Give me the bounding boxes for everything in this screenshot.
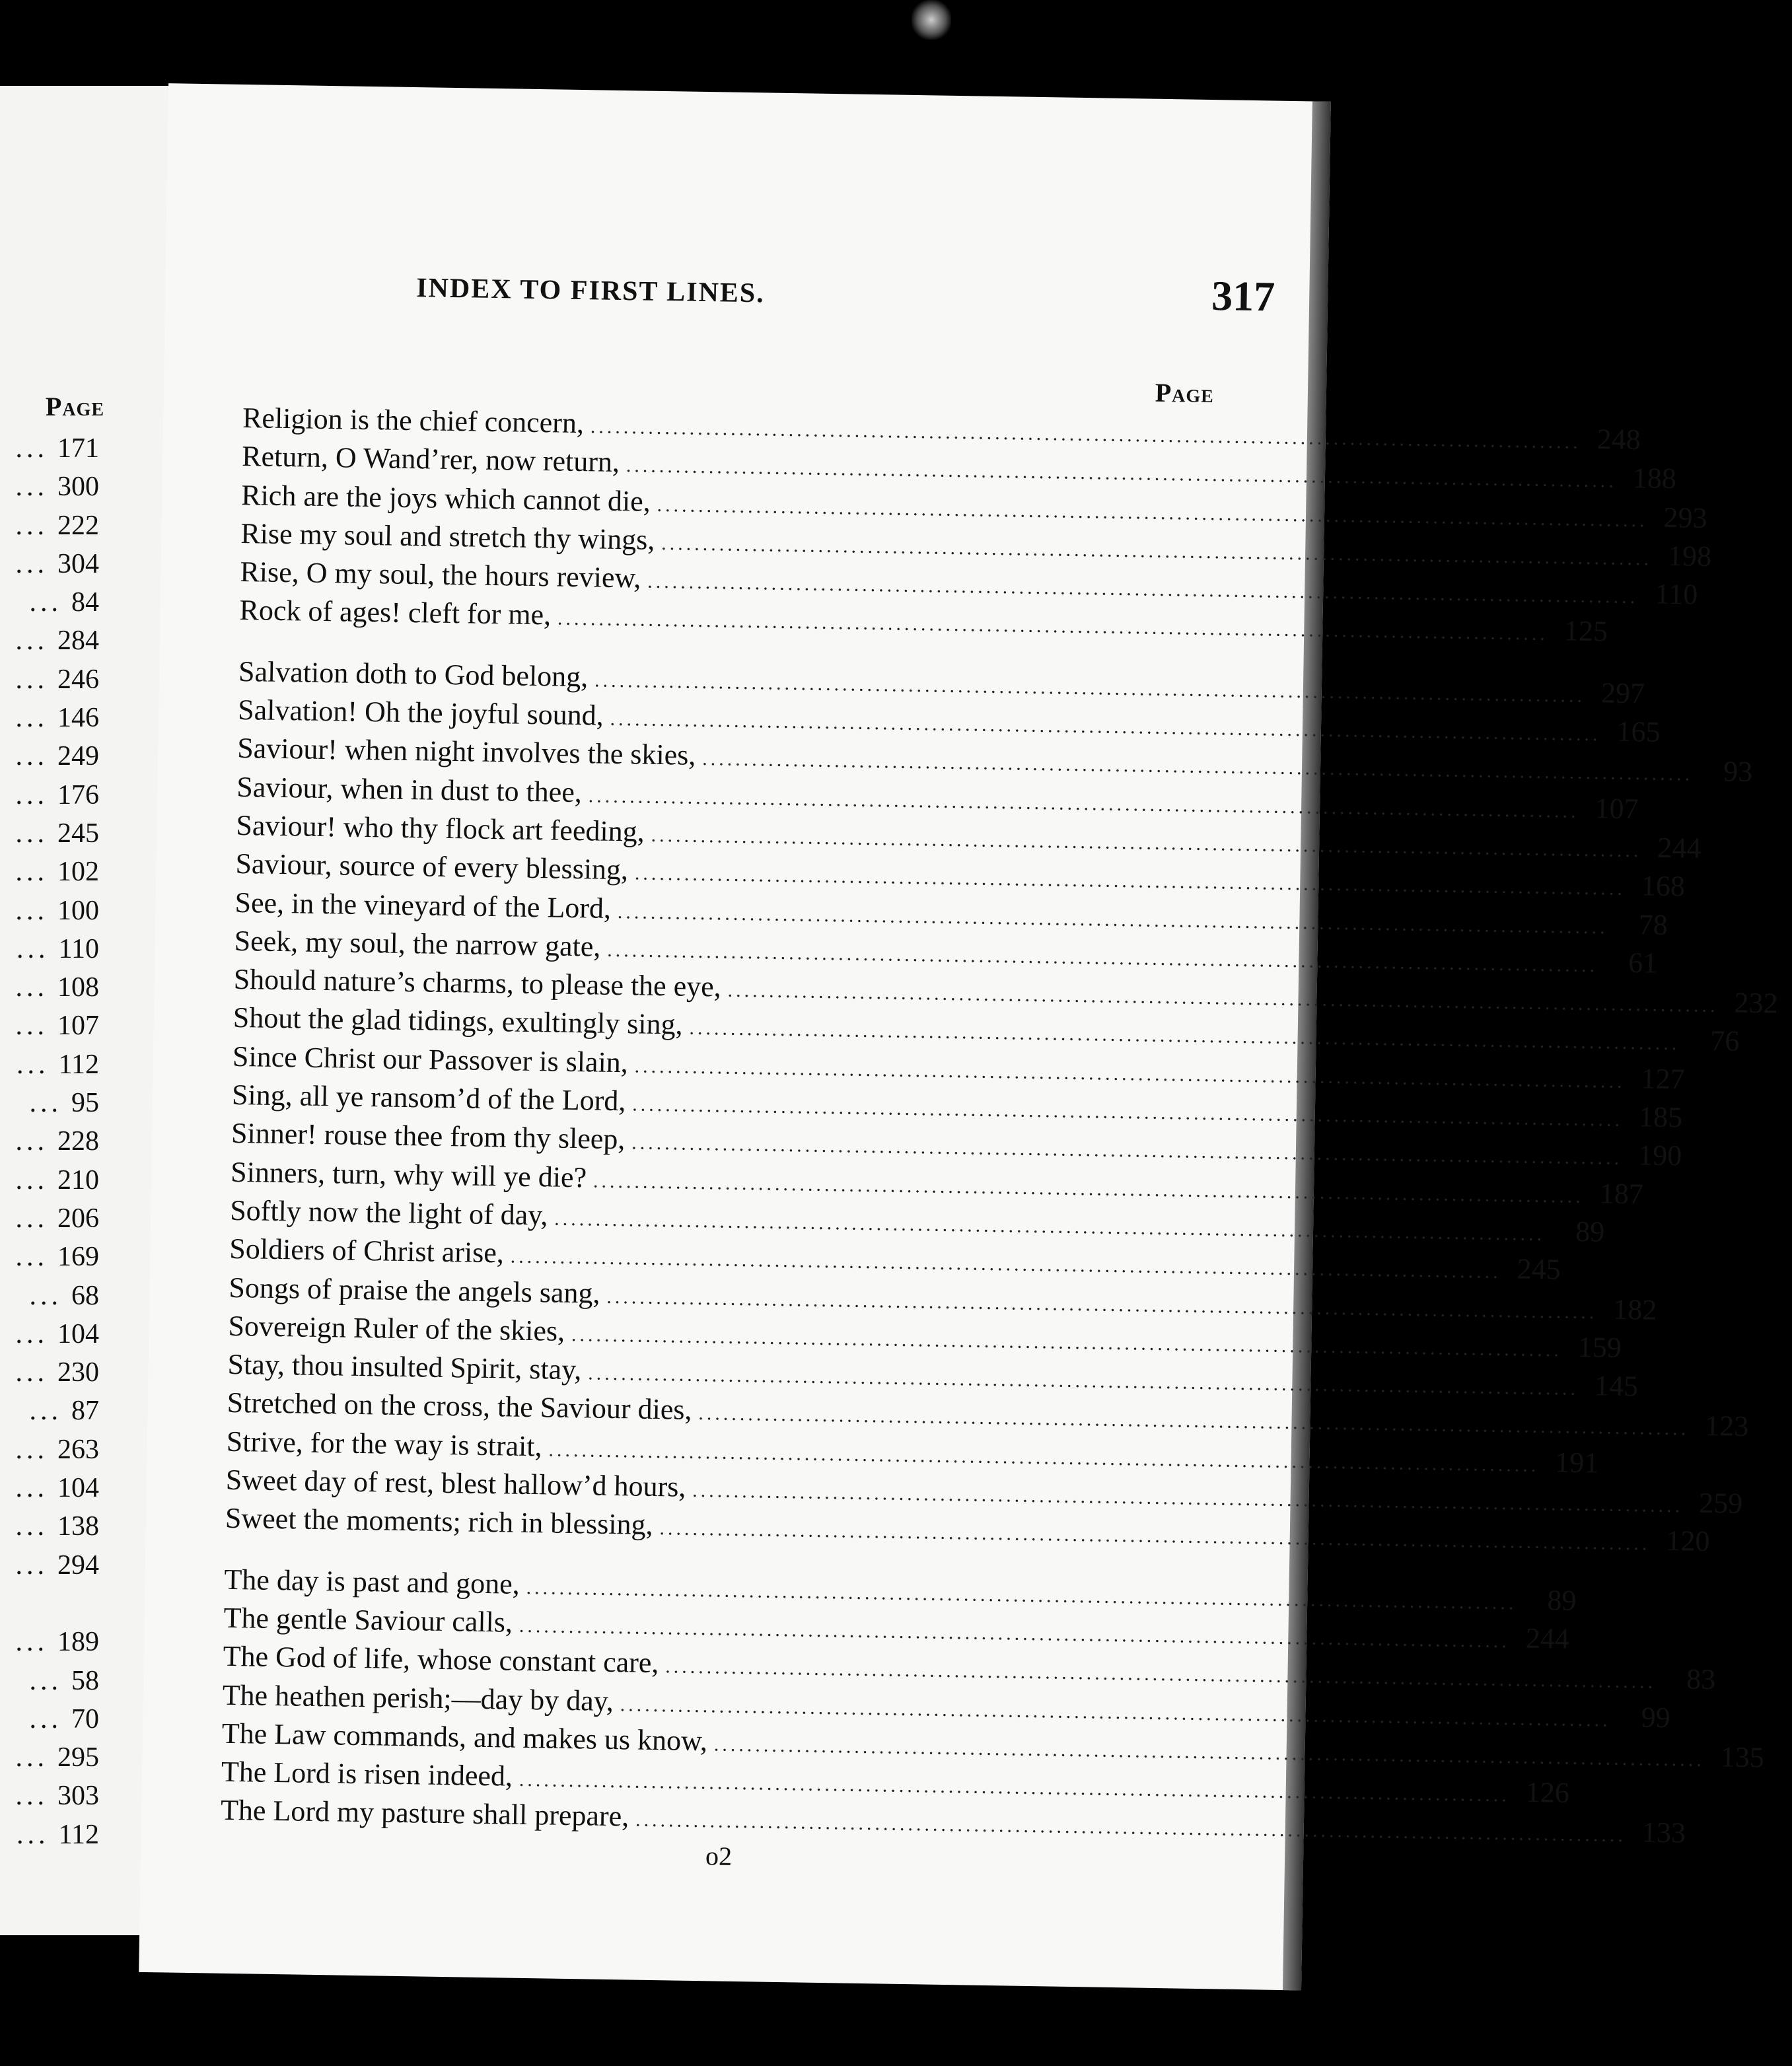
dot-leader: ........................................................................................................................ <box>590 415 1581 453</box>
dot-leader: ........................................................................................................................ <box>713 1733 1705 1771</box>
signature-mark: o2 <box>705 1840 733 1871</box>
running-head: INDEX TO FIRST LINES. <box>415 273 766 309</box>
left-page-number <box>0 545 99 583</box>
entry-page-number: 145 <box>1594 1369 1639 1403</box>
dot-leader: ... <box>17 1819 50 1850</box>
left-page-number <box>0 429 99 468</box>
left-page-number-value: 104 <box>57 1473 99 1504</box>
entry-page-number: 182 <box>1612 1293 1657 1326</box>
left-page-number-value: 95 <box>71 1088 99 1119</box>
dot-leader: ... <box>29 1703 62 1734</box>
first-line-text: Shout the glad tidings, exultingly sing, <box>233 1001 683 1042</box>
dot-leader: ... <box>15 548 48 579</box>
entry-page-number: 125 <box>1563 614 1608 648</box>
first-line-text: The gentle Saviour calls, <box>223 1601 513 1639</box>
left-page-number-value: 303 <box>57 1781 99 1812</box>
left-page-number <box>0 660 99 699</box>
entry-page-number: 187 <box>1599 1177 1644 1211</box>
dot-leader: ........................................................................................................................ <box>606 1285 1598 1323</box>
first-line-text: Sweet day of rest, blest hallow’d hours, <box>225 1463 686 1503</box>
left-page-number <box>0 1084 99 1122</box>
first-line-text: Stretched on the cross, the Saviour dies, <box>227 1386 692 1427</box>
left-page-number <box>0 814 99 853</box>
entry-page-number: 248 <box>1596 423 1641 456</box>
dot-leader: ... <box>15 1511 48 1542</box>
first-line-text: The God of life, whose constant care, <box>223 1639 659 1680</box>
first-line-text: Salvation doth to God belong, <box>238 655 589 694</box>
left-page-number-value: 245 <box>57 818 99 849</box>
dot-leader: ........................................................................................................................ <box>617 900 1608 939</box>
entry-page-number: 93 <box>1723 755 1753 789</box>
dot-leader: ........................................................................................................................ <box>634 1055 1626 1092</box>
left-page-number <box>0 1662 99 1700</box>
left-page-number-value: 222 <box>57 510 99 541</box>
left-page-number-value: 300 <box>57 472 99 503</box>
left-page-number <box>0 583 99 622</box>
left-page-number <box>0 468 99 506</box>
entry-page-number: 61 <box>1628 946 1658 980</box>
dot-leader: ........................................................................................................................ <box>592 1170 1585 1207</box>
first-line-text: Rise my soul and stretch thy wings, <box>240 516 655 556</box>
left-page-number-value: 100 <box>57 895 99 926</box>
left-page-number-value: 228 <box>57 1126 99 1157</box>
left-page-number <box>0 1046 99 1084</box>
dot-leader: ........................................................................................................................ <box>519 1614 1510 1653</box>
dot-leader: ........................................................................................................................ <box>702 748 1694 785</box>
dot-leader: ... <box>29 587 62 618</box>
entry-page-number: 89 <box>1575 1215 1605 1248</box>
entry-page-number: 127 <box>1641 1062 1685 1096</box>
dot-leader: ........................................................................................................................ <box>657 493 1648 532</box>
entry-page-number: 110 <box>1655 577 1698 611</box>
left-page-numbers <box>0 429 99 1854</box>
left-page-number-value: 102 <box>57 857 99 888</box>
dot-leader: ... <box>15 1357 48 1388</box>
light-flare <box>912 0 951 40</box>
dot-leader: ........................................................................................................................ <box>594 669 1586 707</box>
left-page-number-value: 112 <box>58 1819 99 1850</box>
left-page-number <box>0 1700 99 1738</box>
left-page-number-value: 304 <box>57 548 99 579</box>
first-line-text: Sinner! rouse thee from thy sleep, <box>231 1117 626 1156</box>
left-page-number <box>0 776 99 814</box>
first-line-text: Rich are the joys which cannot die, <box>240 478 651 518</box>
first-line-text: Sing, all ye ransom’d of the Lord, <box>231 1078 626 1118</box>
dot-leader: ... <box>29 1665 62 1696</box>
first-line-text: Stay, thou insulted Spirit, stay, <box>227 1347 582 1386</box>
left-page-number <box>0 1161 99 1199</box>
first-line-text: Softly now the light of day, <box>229 1193 548 1232</box>
dot-leader: ........................................................................................................................ <box>634 862 1626 900</box>
dot-leader: ........................................................................................................................ <box>548 1439 1540 1476</box>
left-page-number-value: 68 <box>71 1280 99 1311</box>
left-page-number-value: 210 <box>57 1164 99 1195</box>
first-line-text: Saviour! who thy flock art feeding, <box>236 808 645 848</box>
left-page-number-value: 249 <box>57 741 99 772</box>
dot-leader: ... <box>15 1627 48 1658</box>
dot-leader: ........................................................................................................................ <box>610 707 1601 746</box>
entry-page-number: 244 <box>1657 831 1702 865</box>
dot-leader: ... <box>15 857 48 888</box>
entry-page-number: 99 <box>1641 1701 1671 1734</box>
dot-leader: ... <box>15 1203 48 1234</box>
entry-page-number: 89 <box>1547 1583 1577 1617</box>
entry-page-number: 135 <box>1720 1740 1765 1774</box>
dot-leader: ........................................................................................................................ <box>554 1207 1546 1246</box>
page-header <box>416 252 1275 325</box>
first-line-text: The Law commands, and makes us know, <box>221 1717 708 1758</box>
left-page-number-value: 230 <box>57 1357 99 1388</box>
left-page-number-value: 70 <box>71 1703 99 1734</box>
first-line-text: Sinners, turn, why will ye die? <box>230 1155 587 1193</box>
dot-leader: ........................................................................................................................ <box>647 570 1639 608</box>
dot-leader: ........................................................................................................................ <box>698 1402 1690 1441</box>
column-header: Page <box>1155 377 1215 409</box>
left-page-number-value: 169 <box>57 1242 99 1273</box>
left-page-number-value: 206 <box>57 1203 99 1234</box>
left-page-number <box>0 853 99 891</box>
entry-page-number: 259 <box>1698 1486 1743 1520</box>
entry-page-number: 120 <box>1666 1524 1710 1558</box>
left-page-number <box>0 1122 99 1160</box>
left-page-number-value: 189 <box>57 1627 99 1658</box>
left-page-number <box>0 1392 99 1430</box>
entry-page-number: 107 <box>1595 791 1639 825</box>
dot-leader: ... <box>15 895 48 926</box>
left-page-number <box>0 1007 99 1045</box>
entry-page-number: 190 <box>1637 1139 1682 1172</box>
dot-leader: ........................................................................................................................ <box>587 1362 1579 1400</box>
first-line-text: Should nature’s charms, to please the eye, <box>233 963 722 1003</box>
entry-page-number: 78 <box>1638 908 1668 941</box>
left-page-number-value: 294 <box>57 1550 99 1581</box>
dot-leader: ........................................................................................................................ <box>519 1768 1511 1806</box>
entry-page-number: 83 <box>1686 1662 1716 1696</box>
first-line-text: The heathen perish;—day by day, <box>222 1678 614 1717</box>
entry-page-number: 123 <box>1704 1409 1749 1443</box>
dot-leader: ........................................................................................................................ <box>557 608 1549 645</box>
first-line-text: Sovereign Ruler of the skies, <box>228 1309 565 1347</box>
left-page-number <box>0 1199 99 1238</box>
first-line-text: Songs of praise the angels sang, <box>229 1271 600 1310</box>
left-page-number <box>0 892 99 930</box>
dot-leader: ........................................................................................................................ <box>526 1576 1517 1614</box>
left-page-number <box>0 1546 99 1585</box>
left-page-number <box>0 1238 99 1276</box>
dot-leader: ........................................................................................................................ <box>607 939 1598 977</box>
entry-page-number: 76 <box>1710 1024 1740 1058</box>
dot-leader: ... <box>15 1011 48 1042</box>
left-page-number-value: 84 <box>71 587 99 618</box>
dot-leader: ........................................................................................................................ <box>651 824 1642 862</box>
entry-page-number: 232 <box>1734 986 1778 1020</box>
left-page-number-value: 107 <box>57 1011 99 1042</box>
left-page-number <box>0 968 99 1007</box>
first-line-text: Salvation! Oh the joyful sound, <box>237 694 604 732</box>
first-line-text: Strive, for the way is strait, <box>226 1425 542 1463</box>
left-page-number <box>0 699 99 737</box>
first-line-text: Rock of ages! cleft for me, <box>239 594 552 631</box>
left-page-number-value: 246 <box>57 664 99 695</box>
left-page-number <box>0 1585 99 1623</box>
first-line-text: Saviour, source of every blessing, <box>235 847 629 886</box>
entry-page-number: 244 <box>1525 1621 1570 1655</box>
entry-page-number: 188 <box>1632 462 1677 495</box>
first-line-text: Religion is the chief concern, <box>242 402 585 440</box>
dot-leader: ... <box>17 933 50 964</box>
left-page-number <box>0 737 99 775</box>
dot-leader: ... <box>17 1049 50 1080</box>
dot-leader: ... <box>15 625 48 657</box>
entry-page-number: 168 <box>1641 869 1686 903</box>
left-page-number <box>0 1431 99 1469</box>
dot-leader: ........................................................................................................................ <box>635 1808 1627 1847</box>
left-page-number-value: 108 <box>57 972 99 1003</box>
left-page-number <box>0 1507 99 1546</box>
left-page-number-value: 87 <box>71 1396 99 1427</box>
first-line-text: The Lord my pasture shall prepare, <box>220 1794 629 1833</box>
dot-leader: ... <box>15 1781 48 1812</box>
dot-leader: ... <box>15 472 48 503</box>
left-page-number-value: 146 <box>57 703 99 734</box>
dot-leader: ... <box>15 1742 48 1773</box>
dot-leader: ........................................................................................................................ <box>692 1479 1684 1517</box>
dot-leader: ........................................................................................................................ <box>689 1017 1680 1055</box>
index-entries <box>220 362 1778 1878</box>
dot-leader: ... <box>15 741 48 772</box>
left-page-number <box>0 1277 99 1315</box>
page-number: 317 <box>1211 272 1275 320</box>
dot-leader: ... <box>15 1318 48 1349</box>
dot-leader: ... <box>15 703 48 734</box>
dot-leader: ........................................................................................................................ <box>661 532 1653 570</box>
dot-leader: ........................................................................................................................ <box>631 1131 1623 1170</box>
dot-leader: ... <box>15 818 48 849</box>
dot-leader: ... <box>15 1126 48 1157</box>
left-page-number-value: 104 <box>57 1318 99 1349</box>
entry-page-number: 165 <box>1616 715 1661 748</box>
dot-leader: ... <box>15 664 48 695</box>
left-page-number <box>0 622 99 660</box>
first-line-text: Seek, my soul, the narrow gate, <box>234 924 601 963</box>
dot-leader: ........................................................................................................................ <box>588 784 1579 822</box>
left-page-number <box>0 930 99 968</box>
first-line-text: The day is past and gone, <box>224 1563 520 1600</box>
dot-leader: ... <box>29 1088 62 1119</box>
left-page-number <box>0 1315 99 1353</box>
left-page-number-value: 176 <box>57 779 99 810</box>
dot-leader: ... <box>15 433 48 464</box>
entry-page-number: 159 <box>1577 1330 1622 1364</box>
entry-page-number: 293 <box>1663 501 1707 534</box>
dot-leader: ........................................................................................................................ <box>620 1693 1611 1731</box>
entry-page-number: 245 <box>1517 1252 1561 1286</box>
left-page-number <box>0 1816 99 1854</box>
dot-leader: ... <box>15 1434 48 1465</box>
index-page <box>139 83 1778 1990</box>
dot-leader: ........................................................................................................................ <box>665 1655 1657 1693</box>
first-line-text: Soldiers of Christ arise, <box>229 1232 505 1269</box>
dot-leader: ... <box>15 1242 48 1273</box>
first-line-text: Since Christ our Passover is slain, <box>232 1040 629 1079</box>
entry-page-number: 133 <box>1641 1816 1686 1849</box>
first-line-text: See, in the vineyard of the Lord, <box>234 886 612 925</box>
left-page-number-value: 110 <box>58 933 99 964</box>
dot-leader: ... <box>15 1550 48 1581</box>
left-page-number <box>0 1777 99 1815</box>
left-page-number <box>0 507 99 545</box>
first-line-text: Return, O Wand’rer, now return, <box>241 440 620 479</box>
dot-leader: ... <box>15 972 48 1003</box>
left-column-header: Page <box>45 392 104 421</box>
dot-leader: ... <box>29 1396 62 1427</box>
left-page-number <box>0 1353 99 1392</box>
first-line-text: Saviour, when in dust to thee, <box>236 770 583 808</box>
dot-leader: ... <box>15 1164 48 1195</box>
dot-leader: ... <box>15 510 48 541</box>
left-page-number-value: 171 <box>57 433 99 464</box>
dot-leader: ... <box>15 779 48 810</box>
dot-leader: ........................................................................................................................ <box>631 1093 1624 1131</box>
left-page-number-value: 284 <box>57 625 99 657</box>
left-page-number-value: 112 <box>58 1049 99 1080</box>
dot-leader: ........................................................................................................................ <box>727 979 1719 1017</box>
left-page-number-value: 295 <box>57 1742 99 1773</box>
left-page-number <box>0 1623 99 1661</box>
dot-leader: ........................................................................................................................ <box>626 454 1618 492</box>
left-page-number <box>0 1469 99 1507</box>
left-page-number-value: 138 <box>57 1511 99 1542</box>
first-line-text: Rise, O my soul, the hours review, <box>240 555 641 594</box>
left-page-number-value: 58 <box>71 1665 99 1696</box>
entry-page-number: 185 <box>1638 1100 1683 1134</box>
entry-list <box>220 399 1778 1849</box>
first-line-text: The Lord is risen indeed, <box>221 1755 513 1793</box>
first-line-text: Saviour! when night involves the skies, <box>236 732 696 772</box>
left-page-number <box>0 1738 99 1777</box>
dot-leader: ........................................................................................................................ <box>510 1245 1501 1283</box>
dot-leader: ........................................................................................................................ <box>571 1323 1563 1361</box>
dot-leader: ... <box>15 1473 48 1504</box>
entry-page-number: 297 <box>1600 676 1645 710</box>
left-page-number-value: 263 <box>57 1434 99 1465</box>
entry-page-number: 191 <box>1554 1446 1599 1479</box>
dot-leader: ... <box>29 1280 62 1311</box>
entry-page-number: 126 <box>1525 1775 1570 1809</box>
dot-leader: ........................................................................................................................ <box>659 1517 1651 1555</box>
entry-page-number: 198 <box>1667 539 1712 573</box>
first-line-text: Sweet the moments; rich in blessing, <box>225 1502 654 1542</box>
